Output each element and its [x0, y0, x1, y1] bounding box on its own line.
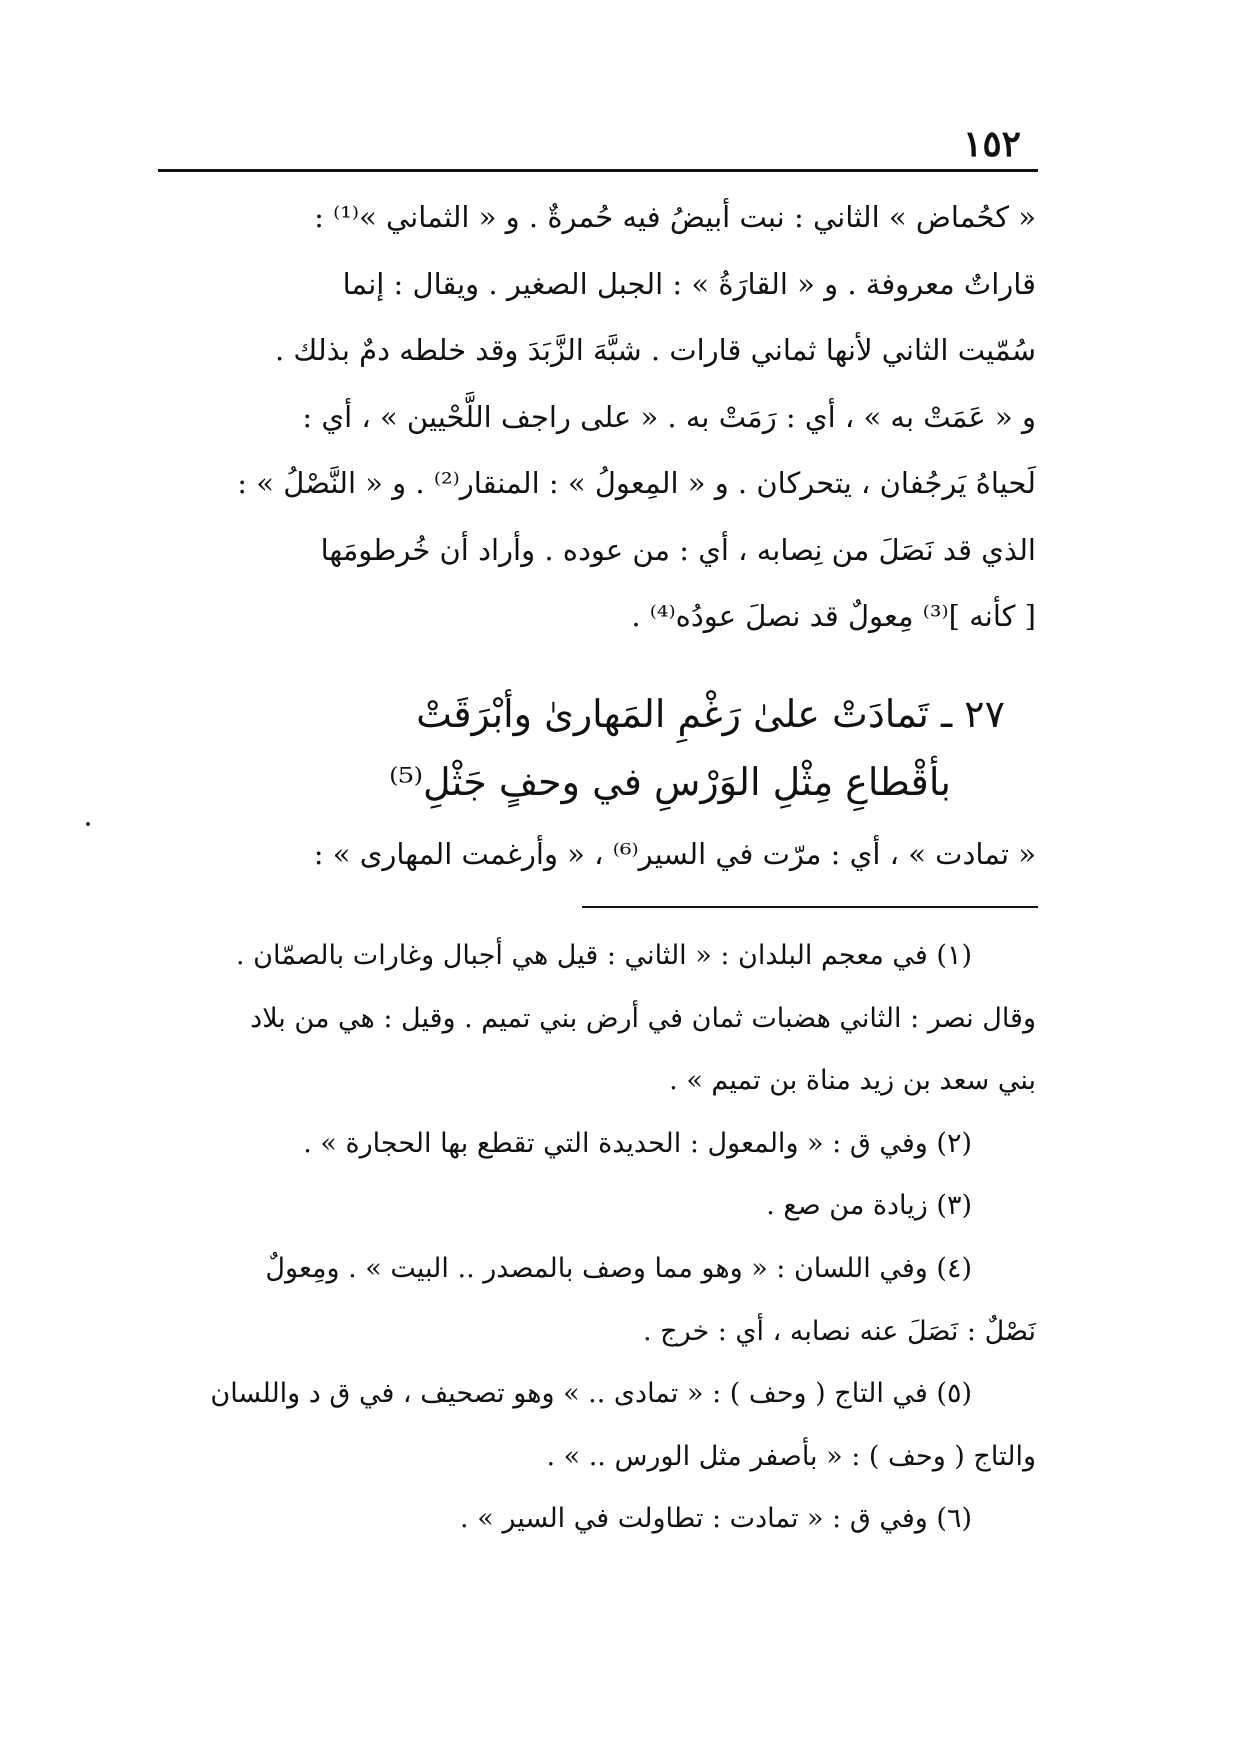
- footnote-3: (٣) زيادة من صع .: [766, 1190, 972, 1222]
- footnote-5: (٥) في التاج ( وحف ) : « تمادى .. » وهو تصحيف ، في ق د واللسان: [210, 1378, 972, 1410]
- footnote-1: (١) في معجم البلدان : « الثاني : قيل هي أجبال وغارات بالصمّان .: [235, 940, 972, 971]
- commentary-line: [ كأنه ]⁽³⁾ مِعولٌ قد نصلَ عودُه⁽⁴⁾ .: [631, 599, 1036, 633]
- footnote-2: (٢) وفي ق : « والمعول : الحديدة التي تقطع بها الحجارة » .: [303, 1127, 972, 1159]
- footnotes: [160, 925, 1036, 1551]
- verse-second-hemistich: بأقْطاعِ مِثْلِ الوَرْسِ في وحفٍ جَثْلِ⁽⁵⁾: [389, 760, 951, 804]
- commentary-line: قاراتٌ معروفة . و « القارَةُ » : الجبل الصغير . ويقال : إنما: [342, 266, 1036, 301]
- verse-first-hemistich: ٢٧ ـ تَمادَتْ علىٰ رَغْمِ المَهارىٰ وأبْرَقَتْ: [416, 692, 1005, 736]
- footnote-4: (٤) وفي اللسان : « وهو مما وصف بالمصدر .. البيت » . ومِعولٌ: [265, 1252, 972, 1284]
- page-number: ١٥٢: [962, 123, 1021, 165]
- commentary-line: « كحُماض » الثاني : نبت أبيضُ فيه حُمرةٌ . و « الثماني »⁽¹⁾ :: [314, 200, 1036, 234]
- footnote-1-continued: بني سعد بن زيد مناة بن تميم » .: [669, 1065, 1036, 1097]
- commentary-line: « تمادت » ، أي : مرّت في السير⁽⁶⁾ ، « وأرغمت المهارى » :: [313, 837, 1036, 871]
- margin-mark: [86, 822, 90, 826]
- header-rule: [158, 169, 1038, 172]
- footnote-4-continued: نَصْلٌ : نَصَلَ عنه نصابه ، أي : خرج .: [642, 1315, 1036, 1347]
- commentary-line: الذي قد نَصَلَ من نِصابه ، أي : من عوده . وأراد أن خُرطومَها: [320, 532, 1036, 567]
- commentary-line: لَحياهُ يَرجُفان ، يتحركان . و « المِعولُ » : المنقار⁽²⁾ . و « النَّصْلُ » :: [237, 466, 1036, 500]
- footnote-5-continued: والتاج ( وحف ) : « بأصفر مثل الورس .. » .: [546, 1440, 1036, 1472]
- commentary-line: و « عَمَتْ به » ، أي : رَمَتْ به . « على راجف اللَّحْيين » ، أي :: [302, 399, 1036, 434]
- footnote-6: (٦) وفي ق : « تمادت : تطاولت في السير » .: [460, 1503, 972, 1535]
- footnote-rule: [582, 906, 1038, 908]
- commentary-line: سُمّيت الثاني لأنها ثماني قارات . شبَّهَ الزَّبَدَ وقد خلطه دمٌ بذلك .: [274, 333, 1036, 367]
- commentary-text: [160, 184, 1036, 650]
- footnote-1-continued: وقال نصر : الثاني هضبات ثمان في أرض بني تميم . وقيل : هي من بلاد: [250, 1002, 1036, 1034]
